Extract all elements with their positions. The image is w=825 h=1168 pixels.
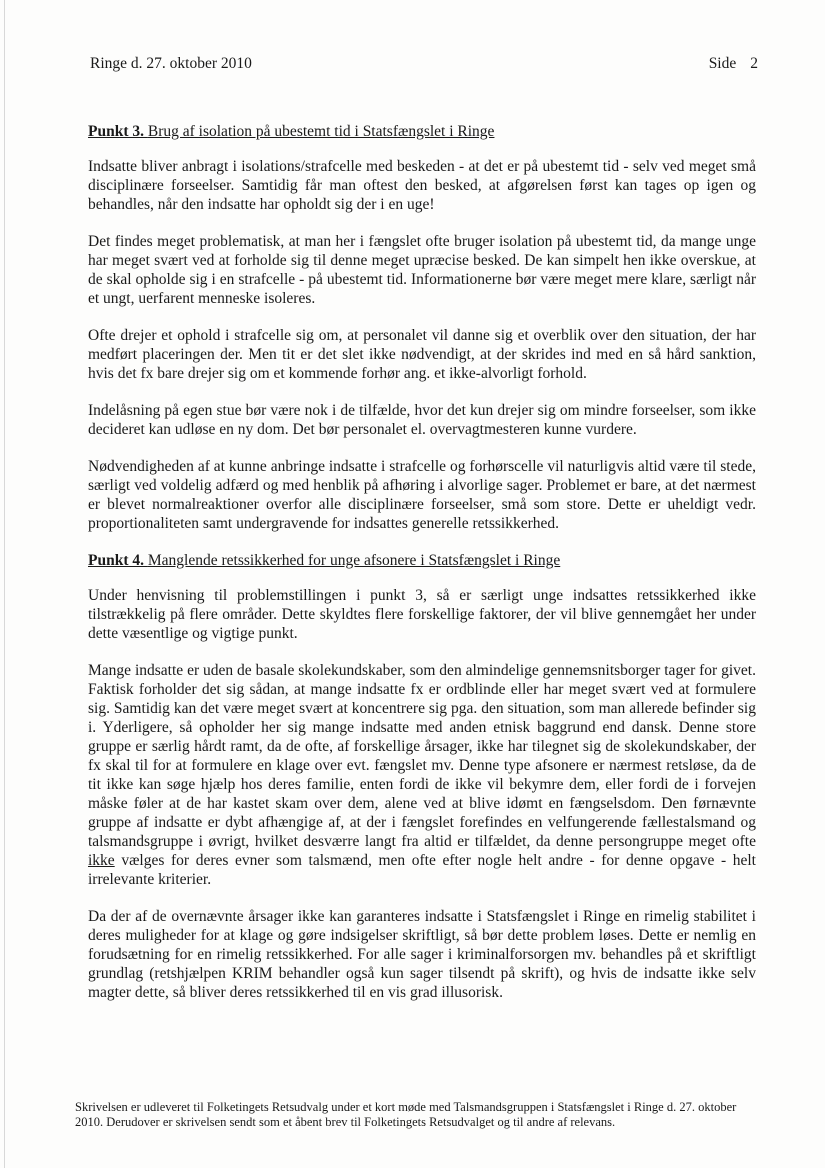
section-3-paragraph-2: Det findes meget problematisk, at man her i fængslet ofte bruger isolation på ubestemt tid, da mange unge har meget svært ved at forholde sig til denne meget upræcise besked. De kan simpelt hen ikke overskue, at de skal opholde sig i en strafcelle - på ubestemt tid. Informationerne bør være meget mere klare, særligt når et ungt, uerfarent menneske isoleres. <box>88 233 756 307</box>
side-label: Side <box>708 55 737 72</box>
underlined-word: ikke <box>88 852 115 869</box>
section-4-paragraph-1: Under henvisning til problemstillingen i punkt 3, så er særligt unge indsattes retssikkerhed ikke tilstrækkelig på flere områder. Dette skyldtes flere forskellige faktorer, der vil blive gennemgået her under dette væsentlige og vigtige punkt. <box>88 587 756 642</box>
section-4-paragraph-2-text-a: Mange indsatte er uden de basale skolekundskaber, som den almindelige gennemsnitsborger tager for givet. Faktisk forholder det sig sådan, at mange indsatte fx er ordblinde eller har meget svært ved at formulere sig. Samtidig kan det være meget svært at koncentrere sig pga. den situation, som man allerede befinder sig i. Yderligere, så opholder her sig mange indsatte med anden etnisk baggrund end dansk. Denne store gruppe er særlig hårdt ramt, da de ofte, af forskellige årsager, ikke har tilegnet sig de skolekundskaber, der fx skal til for at formulere en klage over evt. fængslet mv. Denne type afsonere er nærmest retsløse, da de tit ikke kan søge hjælp hos deres familie, enten fordi de ikke vil bekymre dem, eller fordi de i forvejen måske føler at de har kastet skam over dem, alene ved at blive idømt en fængselsdom. Den førnævnte gruppe af indsatte er dybt afhængige af, at der i fængslet forefindes en velfungerende fællestalsmand og talsmandsgruppe i øvrigt, hvilket desværre langt fra altid er tilfældet, da denne persongruppe meget ofte <box>88 662 756 850</box>
page-number: 2 <box>750 55 758 72</box>
section-3-paragraph-3: Ofte drejer et ophold i strafcelle sig om, at personalet vil danne sig et overblik over den situation, der har medført placeringen der. Men tit er det slet ikke nødvendigt, at der skrides ind med en så hård sanktion, hvis det fx bare drejer sig om et kommende forhør ang. et ikke-alvorligt forhold. <box>88 327 756 382</box>
section-3-heading <box>88 122 756 141</box>
section-4-paragraph-2-text-b: vælges for deres evner som talsmænd, men ofte efter nogle helt andre - for denne opgave - helt irrelevante kriterier. <box>88 852 756 888</box>
section-4-heading <box>88 551 756 570</box>
section-3-paragraph-4: Indelåsning på egen stue bør være nok i de tilfælde, hvor det kun drejer sig om mindre forseelser, som ikke decideret kan udløse en ny dom. Det bør personalet el. overvagtmesteren kunne vurdere. <box>88 402 756 438</box>
section-4-number: Punkt 4. <box>88 552 144 569</box>
section-3-title: Brug af isolation på ubestemt tid i Statsfængslet i Ringe <box>147 123 495 140</box>
document-body <box>88 122 756 1020</box>
section-3-number: Punkt 3. <box>88 123 144 140</box>
scan-edge-line <box>4 0 5 1168</box>
section-4-title: Manglende retssikkerhed for unge afsonere i Statsfængslet i Ringe <box>147 552 561 569</box>
footer-note: Skrivelsen er udleveret til Folketingets Retsudvalg under et kort møde med Talsmandsgruppen i Statsfængslet i Ringe d. 27. oktober 2010. Derudover er skrivelsen sendt som et åbent brev til Folketingets Retsudvalget og til andre af relevans. <box>75 1100 737 1129</box>
header-page-label <box>695 55 758 73</box>
section-3-paragraph-5: Nødvendigheden af at kunne anbringe indsatte i strafcelle og forhørscelle vil naturligvis altid være til stede, særligt ved voldelig adfærd og med henblik på afhøring i alvorlige sager. Problemet er bare, at det nærmest er blevet normalreaktioner overfor alle disciplinære forseelser, små som store. Dette er uheldigt vedr. proportionaliteten samt undergravende for indsattes generelle retssikkerhed. <box>88 458 756 532</box>
section-3-paragraph-1: Indsatte bliver anbragt i isolations/strafcelle med beskeden - at det er på ubestemt tid - selv ved meget små disciplinære forseelser. Samtidig får man oftest den besked, at afgørelsen først kan tages op igen og behandles, når den indsatte har opholdt sig der i en uge! <box>88 158 756 213</box>
section-4-paragraph-3: Da der af de overnævnte årsager ikke kan garanteres indsatte i Statsfængslet i Ringe en rimelig stabilitet i deres muligheder for at klage og gøre indsigelser skriftligt, så bør dette problem løses. Dette er nemlig en forudsætning for en rimelig retssikkerhed. For alle sager i kriminalforsorgen mv. behandles på et skriftligt grundlag (retshjælpen KRIM behandler også kun sager tilsendt på skrift), og hvis de indsatte ikke selv magter dette, så bliver deres retssikkerhed til en vis grad illusorisk. <box>88 908 756 1001</box>
header-date: Ringe d. 27. oktober 2010 <box>90 55 252 72</box>
section-4-paragraph-2 <box>88 661 756 889</box>
